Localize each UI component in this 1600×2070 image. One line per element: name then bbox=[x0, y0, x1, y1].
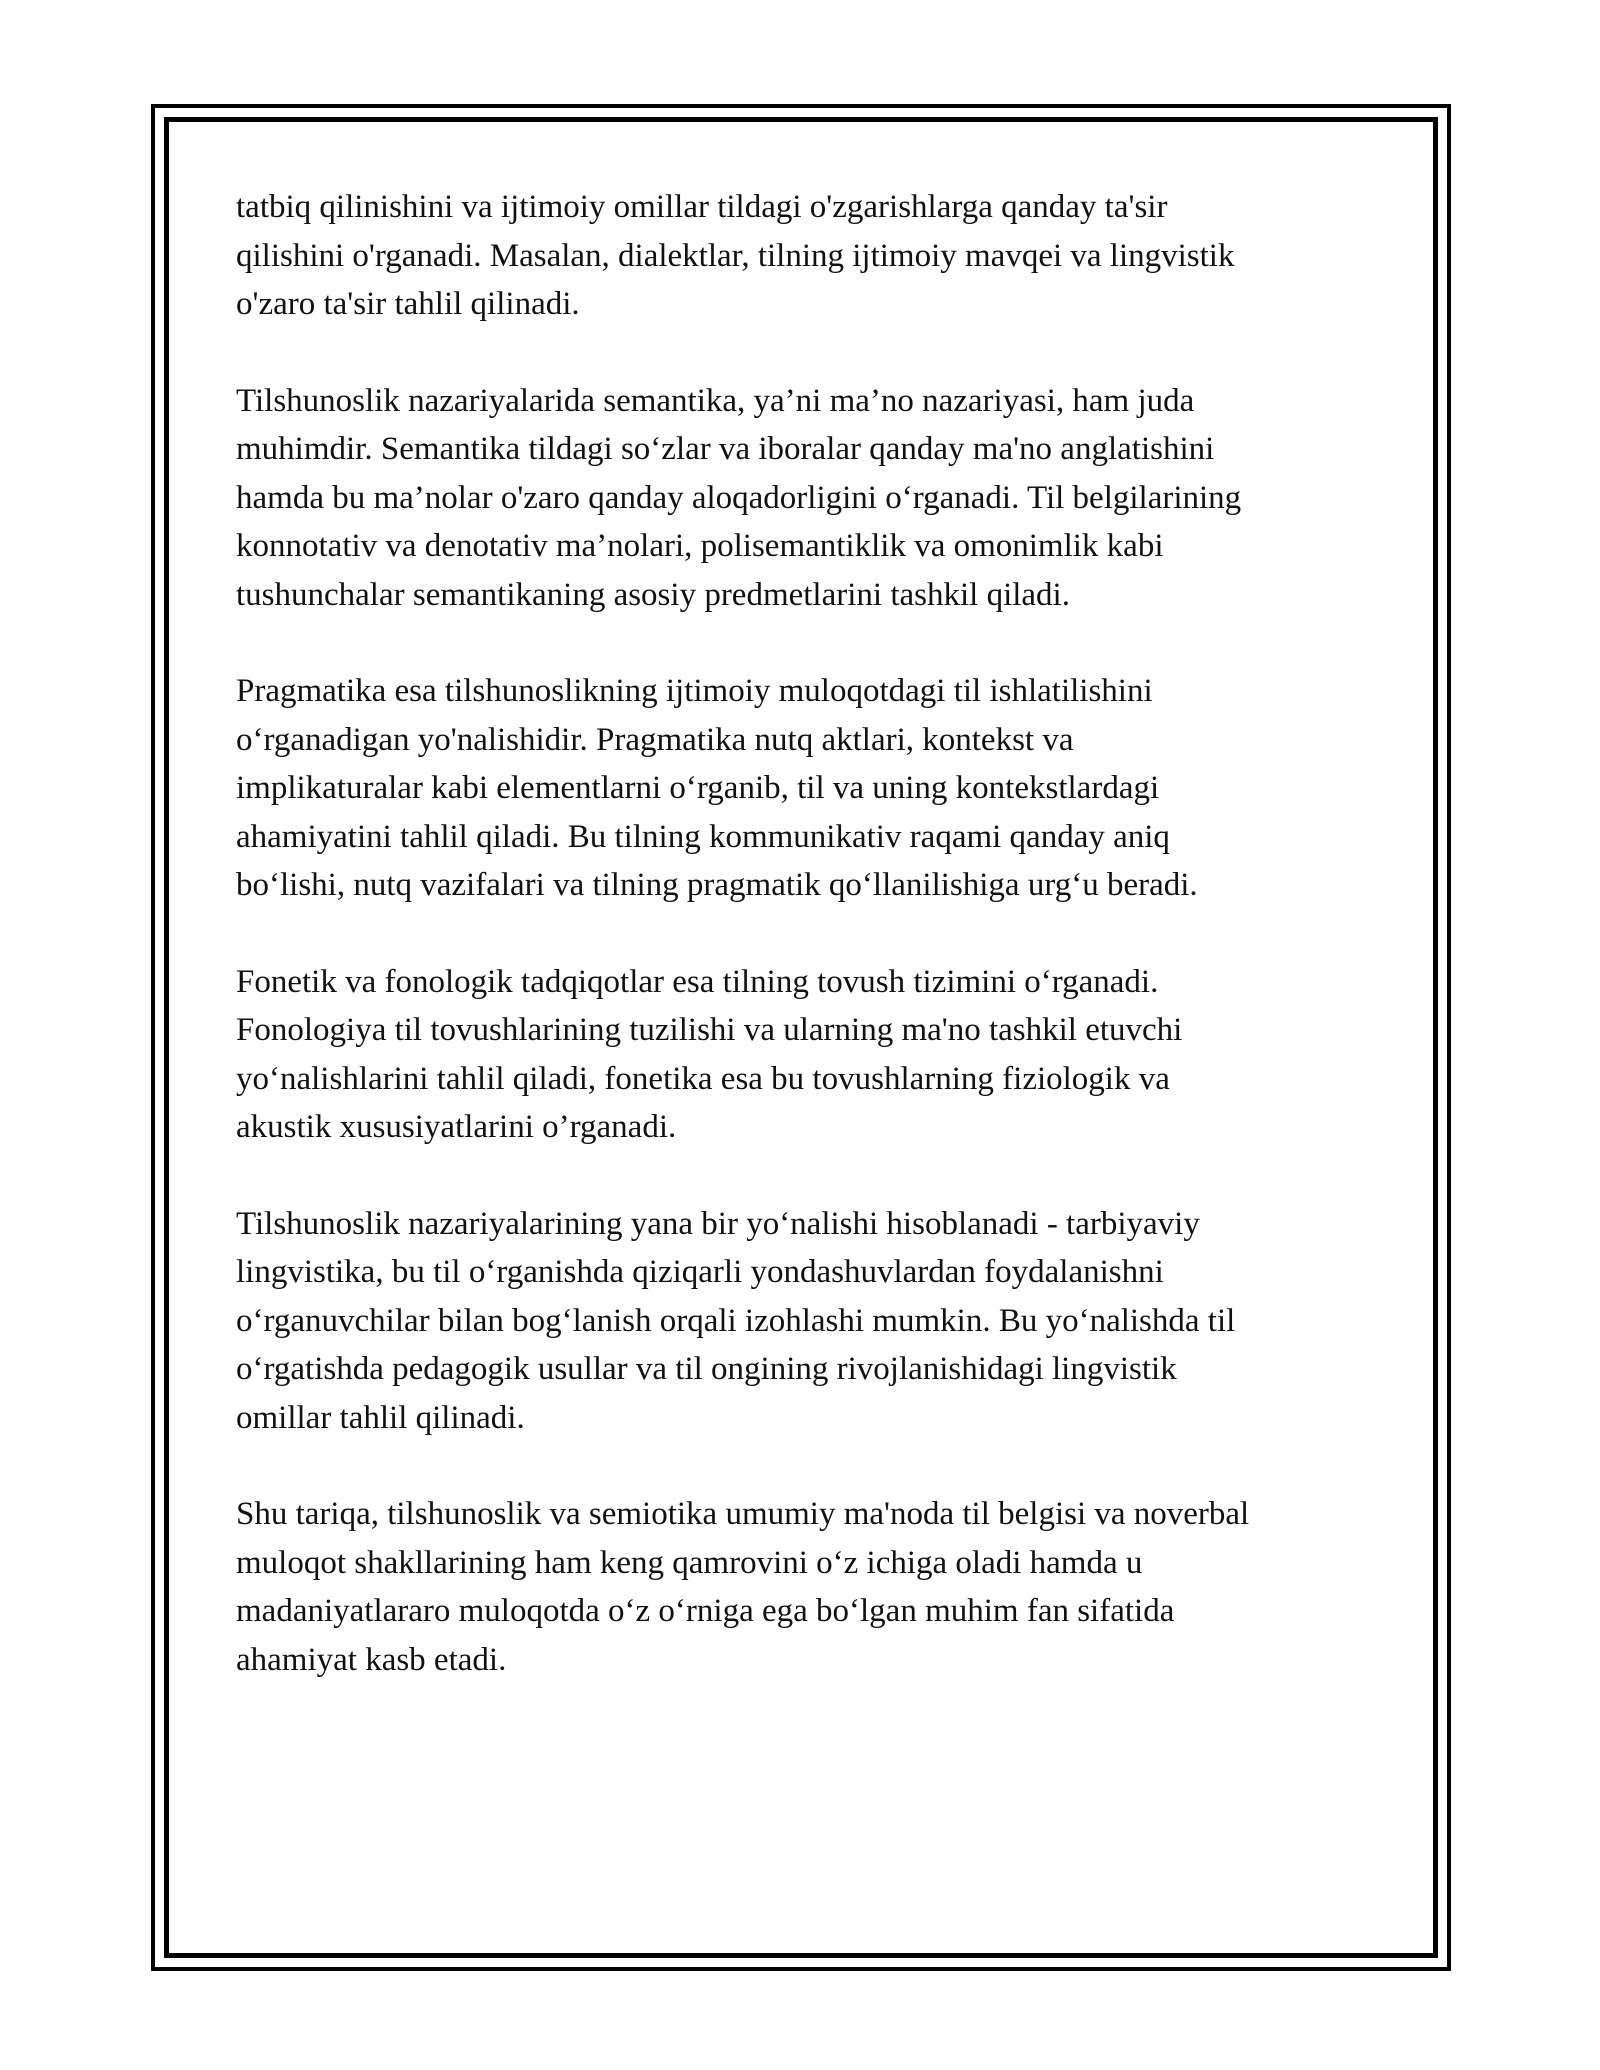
text-line: Tilshunoslik nazariyalarida semantika, ya’ni ma’no nazariyasi, ham juda bbox=[236, 382, 1195, 419]
text-line: bo‘lishi, nutq vazifalari va tilning pragmatik qo‘llanilishiga urg‘u beradi. bbox=[236, 867, 1198, 903]
text-line: madaniyatlararo muloqotda o‘z o‘rniga ega bo‘lgan muhim fan sifatida bbox=[236, 1593, 1175, 1629]
paragraph bbox=[236, 377, 1366, 620]
text-line: o'zaro ta'sir tahlil qilinadi. bbox=[236, 286, 580, 322]
text-line: lingvistika, bu til o‘rganishda qiziqarli yondashuvlardan foydalanishni bbox=[236, 1254, 1164, 1290]
text-line: tatbiq qilinishini va ijtimoiy omillar tildagi o'zgarishlarga qanday ta'sir bbox=[236, 189, 1168, 225]
paragraph bbox=[236, 958, 1366, 1152]
text-line: Tilshunoslik nazariyalarining yana bir yo‘nalishi hisoblanadi - tarbiyaviy bbox=[236, 1205, 1200, 1242]
text-line: o‘rganadigan yo'nalishidir. Pragmatika nutq aktlari, kontekst va bbox=[236, 721, 1074, 758]
text-line: qilishini o'rganadi. Masalan, dialektlar, tilning ijtimoiy mavqei va lingvistik bbox=[236, 237, 1235, 274]
text-line: o‘rganuvchilar bilan bog‘lanish orqali izohlashi mumkin. Bu yo‘nalishda til bbox=[236, 1302, 1236, 1339]
text-line: Fonetik va fonologik tadqiqotlar esa tilning tovush tizimini o‘rganadi. bbox=[236, 963, 1159, 1000]
text-line: implikaturalar kabi elementlarni o‘rganib, til va uning kontekstlardagi bbox=[236, 770, 1160, 806]
text-line: yo‘nalishlarini tahlil qiladi, fonetika esa bu tovushlarning fiziologik va bbox=[236, 1060, 1170, 1097]
text-line: omillar tahlil qilinadi. bbox=[236, 1399, 525, 1436]
text-line: ahamiyatini tahlil qiladi. Bu tilning kommunikativ raqami qanday aniq bbox=[236, 818, 1170, 855]
text-line: tushunchalar semantikaning asosiy predmetlarini tashkil qiladi. bbox=[236, 576, 1070, 613]
text-line: o‘rgatishda pedagogik usullar va til ongining rivojlanishidagi lingvistik bbox=[236, 1351, 1177, 1387]
paragraph bbox=[236, 1490, 1366, 1684]
text-line: muloqot shakllarining ham keng qamrovini o‘z ichiga oladi hamda u bbox=[236, 1544, 1143, 1581]
paragraph bbox=[236, 183, 1366, 329]
document-body bbox=[236, 183, 1366, 1732]
text-line: Shu tariqa, tilshunoslik va semiotika umumiy ma'noda til belgisi va noverbal bbox=[236, 1496, 1250, 1532]
text-line: muhimdir. Semantika tildagi so‘zlar va iboralar qanday ma'no anglatishini bbox=[236, 431, 1215, 467]
text-line: Pragmatika esa tilshunoslikning ijtimoiy muloqotdagi til ishlatilishini bbox=[236, 673, 1153, 709]
text-line: hamda bu ma’nolar o'zaro qanday aloqadorligini o‘rganadi. Til belgilarining bbox=[236, 479, 1242, 516]
paragraph bbox=[236, 667, 1366, 910]
text-line: ahamiyat kasb etadi. bbox=[236, 1641, 507, 1678]
text-line: akustik xususiyatlarini o’rganadi. bbox=[236, 1109, 677, 1145]
paragraph bbox=[236, 1200, 1366, 1443]
text-line: konnotativ va denotativ ma’nolari, polisemantiklik va omonimlik kabi bbox=[236, 528, 1164, 564]
text-line: Fonologiya til tovushlarining tuzilishi va ularning ma'no tashkil etuvchi bbox=[236, 1012, 1183, 1048]
